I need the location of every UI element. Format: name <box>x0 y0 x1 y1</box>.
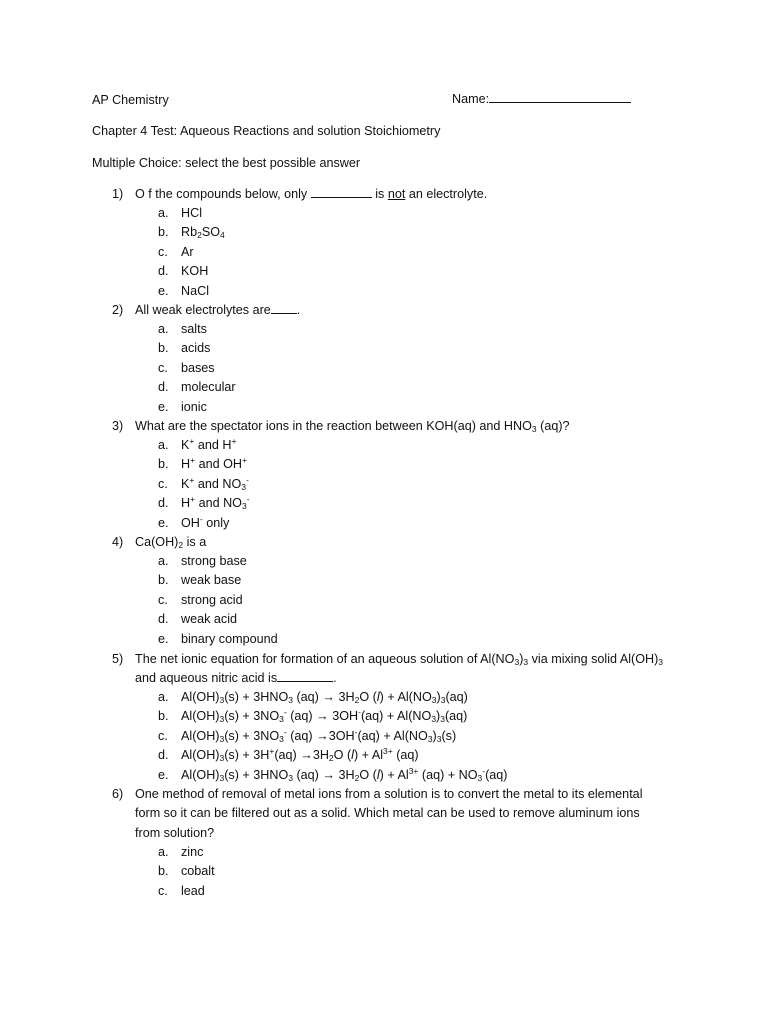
question-number: 1) <box>112 187 124 201</box>
test-page: AP Chemistry Name: Chapter 4 Test: Aqueous Reactions and solution Stoichiometry Multiple Choice: select the best possible answer 1) O f the compounds below, only is not an electrolyte. a. HCl b. $Rb_2SO_4$ c. Ar d. KOH e. NaCl 2) All weak electrolytes are . a. salts b. acids c. bases d. molecular e. ionic 3) What are the spectator ions in the reaction between KOH(aq) and $HNO_3$ (aq)? a. K+ and H+ b. H+ and OH+ c. K+ and $NO_3^-$ d. H+ and $NO_3^-$ e. OH- only 4) $Ca(OH)_2$ is a a. strong base b. weak base c. strong acid d. weak acid e. binary compound 5) The net ionic equation for formation of an aqueous solution of $Al(NO_3)_3$ via mixing solid $Al(OH)_3$ and aqueous nitric acid is . a. $Al(OH)_3(s) + 3HNO_3$ $(aq) \to 3H_2O$ $(l) + Al(NO_3)_3(aq)$ b. $Al(OH)_3(s) + 3NO_3^-$ $(aq) \to 3OH^-(aq) + Al(NO_3)_3(aq)$ c. $Al(OH)_3(s) + 3NO_3^-$ $(aq) \to 3OH^-(aq) + Al(NO_3)_3(s)$ d. $Al(OH)_3(s) + 3H^+(aq) \to 3H_2O$ $(l) + Al^{3+}$ (aq) e. $Al(OH)_3(s) + 3HNO_3$ $(aq) \to 3H_2O$ $(l) + Al^{3+}$ $(aq) + NO_3^-(aq)$ 6) One method of removal of metal ions from a solution is to convert the metal to its elemental form so it can be filtered out as a solid. Which metal can be used to remove aluminum ions from solution? a. zinc b. cobalt c. lead <box>0 0 768 1024</box>
question-stem: O f the compounds below, only is not an electrolyte. <box>135 187 488 201</box>
question-number: 4) <box>112 535 124 549</box>
instructions: Multiple Choice: select the best possible answer <box>92 156 361 170</box>
question-stem: All weak electrolytes are . <box>135 303 301 317</box>
question-number: 3) <box>112 419 124 433</box>
course-name: AP Chemistry <box>92 93 169 107</box>
question-number: 2) <box>112 303 124 317</box>
name-label: Name: <box>452 92 490 106</box>
test-title: Chapter 4 Test: Aqueous Reactions and solution Stoichiometry <box>92 124 441 138</box>
name-blank <box>489 102 631 103</box>
question-1 <box>112 185 672 204</box>
question-stem: $Ca(OH)_2$ is a <box>135 535 207 550</box>
question-number: 6) <box>112 787 124 801</box>
question-stem: The net ionic equation for formation of an aqueous solution of $Al(NO_3)_3$ via mixing solid $Al(OH)_3$ and aqueous nitric acid is . <box>135 652 664 686</box>
question-stem: What are the spectator ions in the reaction between KOH(aq) and $HNO_3$ (aq)? <box>135 419 570 434</box>
question-5 <box>112 650 672 689</box>
answer-blank <box>311 197 372 198</box>
question-number: 5) <box>112 652 124 666</box>
answer-blank <box>277 681 333 682</box>
question-stem: One method of removal of metal ions from a solution is to convert the metal to its elemental form so it can be filtered out as a solid. Which metal can be used to remove aluminum ions from solution? <box>135 787 643 840</box>
question-4 <box>112 533 672 552</box>
question-3 <box>112 417 672 436</box>
name-field <box>452 92 631 106</box>
answer-blank <box>271 313 297 314</box>
question-2 <box>112 301 672 320</box>
question-6 <box>112 785 672 843</box>
